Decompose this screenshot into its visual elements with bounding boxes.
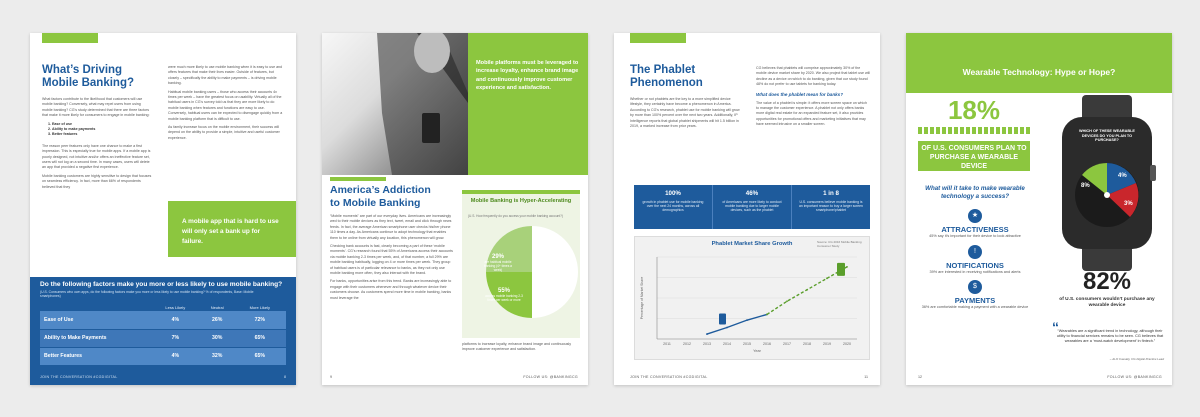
page-americas-addiction xyxy=(322,33,588,385)
x-tick-label: 2014 xyxy=(723,342,731,346)
footer-text: JOIN THE CONVERSATION #CGDIGITAL xyxy=(40,375,118,379)
stat-description: of Americans are more likely to conduct mobile banking due to larger mobile devices, such as the phablet xyxy=(722,200,782,213)
callout-box xyxy=(168,201,296,257)
x-tick-label: 2017 xyxy=(783,342,791,346)
paragraph: were much more likely to use mobile banking when it is easy to use and offers features that make their lives easier. Outside of features, but closely – specifically the ability to make payments – is driving mobile banking. xyxy=(168,65,283,86)
big-percent-label: OF U.S. CONSUMERS PLAN TO PURCHASE A WEARABLE DEVICE xyxy=(918,141,1030,171)
line-chart-box xyxy=(634,236,870,360)
quote-panel xyxy=(468,33,588,175)
stat-value: 1 in 8 xyxy=(823,190,839,197)
line-chart xyxy=(635,251,869,359)
feature-label: PAYMENTS xyxy=(954,296,996,306)
big-percent-label: of U.S. consumers wouldn’t purchase any wearable device xyxy=(1059,297,1155,308)
callout-text: A mobile app that is hard to use will only set a bank up for failure. xyxy=(182,218,279,245)
feature-list xyxy=(920,209,1030,310)
paragraph: Checking bank accounts is fast, clearly becoming a part of these ‘mobile moments’. CG’s research found that 55% of Americans access their accounts via mobile banking 2-3 times per week, and, of that number, a full 29% are mobile banking habitually, logging on 4 or more times per week. They group of habitual users is of particular relevance to banks, as they not only use mobile banking more often, they also interact with the brand. xyxy=(330,244,453,276)
page-whats-driving xyxy=(30,33,296,385)
x-tick-label: 2020 xyxy=(843,342,851,346)
column-1: Whether or not phablets are the key to a more simplified device lifestyle, they certainly have become a phenomenon in America. According to CG’s research, phablet use for mobile banking will grow by more than 100% percent over the next two years. Additionally, IP Intelligence reports that global phablet shipments will hit 1.5 billion in 2019, a marked increase from prior years. xyxy=(630,97,740,129)
cell-less-likely: 4% xyxy=(150,347,201,365)
x-tick-label: 2019 xyxy=(823,342,831,346)
watch-center xyxy=(1104,192,1110,198)
chart-title: Phablet Market Share Growth xyxy=(711,241,793,247)
cell-more-likely: 65% xyxy=(234,329,286,347)
page-phablet-phenomenon xyxy=(614,33,880,385)
feature-description: 36% are comfortable making a payment with a wearable device xyxy=(921,305,1029,310)
x-tick-label: 2012 xyxy=(683,342,691,346)
stats-bar xyxy=(634,185,870,229)
cell-more-likely: 72% xyxy=(234,311,286,329)
photo-quote: Mobile platforms must be leveraged to increase loyalty, enhance brand image and continuously improve customer experience and satisfaction. xyxy=(476,60,579,92)
cell-neutral: 32% xyxy=(201,347,234,365)
x-tick-label: 2013 xyxy=(703,342,711,346)
accent-bar xyxy=(42,33,98,43)
paragraph: platforms to increase loyalty, enhance brand image and continuously improve customer experience and satisfaction. xyxy=(462,342,572,352)
phablet-icon xyxy=(837,263,845,276)
star-icon: ★ xyxy=(968,209,982,223)
data-point xyxy=(786,300,788,302)
data-point xyxy=(846,266,848,268)
footer-text: JOIN THE CONVERSATION #CGDIGITAL xyxy=(630,375,708,379)
column-2 xyxy=(168,65,284,144)
data-point xyxy=(826,277,828,279)
list-item: 3. Better features xyxy=(52,132,152,137)
paragraph: Mobile banking customers are highly sensitive to design that focuses on seamless efficiency. In fact, more than 66% of respondents believed that they xyxy=(42,173,152,189)
series-line-actual xyxy=(707,314,767,334)
table-row xyxy=(40,347,286,365)
paragraph: CG believes that phablets will comprise approximately 30% of the mobile device market share by 2020. We also project that tablet use will decline as a device on which to do banking, given that our study found 48% do not prefer to use tablets for banking today. xyxy=(756,66,870,87)
section-heading: What does the phablet mean for banks? xyxy=(756,91,844,97)
chart-accent-bar xyxy=(462,190,580,194)
accent-bar xyxy=(630,33,686,43)
man-with-phone-photo xyxy=(322,33,468,175)
watch-value: 4% xyxy=(1118,173,1127,179)
stat-block xyxy=(634,185,713,229)
footer-text: FOLLOW US: @BANKINGCG xyxy=(1107,375,1162,379)
table-row xyxy=(40,329,286,347)
smartwatch-graphic xyxy=(1052,95,1162,271)
data-point xyxy=(806,289,808,291)
x-tick-label: 2018 xyxy=(803,342,811,346)
watch-crown xyxy=(1150,165,1156,181)
column-2 xyxy=(756,66,870,128)
feature-description: 39% are interested in receiving notifications and alerts xyxy=(929,269,1021,274)
page-title: America’s Addiction to Mobile Banking xyxy=(330,184,431,209)
cell-more-likely: 65% xyxy=(234,347,286,365)
cell-neutral: 30% xyxy=(201,329,234,347)
paragraph: The value of a phablet is simple: it offers more screen space on which to manage the customer experience. A phablet not only offers banks more digital real estate for an expanded feature set, it also provides opportunities for promotional offers and marketing initiatives that may have seemed intrusive on a smaller screen. xyxy=(756,100,867,127)
slice-1-label: are habitual mobile banking (4+ times a week) xyxy=(484,260,512,272)
survey-table-section xyxy=(30,277,296,385)
watch-question: WHICH OF THESE WEARABLE DEVICES DO YOU PLAN TO PURCHASE? xyxy=(1079,129,1135,143)
page-number: 11 xyxy=(864,375,868,379)
page-number: 12 xyxy=(918,375,922,379)
table-subtitle: (U.S. Consumers who own apps, do the following factors make you more or less likely to use mobile banking? % of respondents, Base: Mobile smartphones) xyxy=(40,290,254,299)
paragraph: Habitual mobile banking users – those who access their accounts 4x times per week – have the greatest focus on usability. Virtually all of the habitual users in CG’s survey told us that they are more likely to do mobile banking when features and functions are easy to use. Conversely, habitual users can be expected to disengage quickly from a mobile banking platform that is difficult to use. xyxy=(168,89,283,121)
slice-2-label: access mobile banking 2-3 times per week or more xyxy=(485,294,523,302)
table-header: Neutral xyxy=(210,304,224,310)
paragraph: For banks, opportunities arise from this trend. Banks are increasingly able to engage with their customers whenever and through whatever device their customers choose. As customers spend more time in mobile banking, banks must leverage the xyxy=(330,279,452,300)
phone-icon xyxy=(719,314,726,325)
data-point xyxy=(726,327,728,329)
stat-description: U.S. consumers believe mobile banking is an important reason to buy a larger screen smartphone/phablet xyxy=(799,200,863,213)
data-point xyxy=(746,319,748,321)
paragraph: “Mobile moments” are part of our everyday lives. Americans are increasingly wed to their mobile devices as they text, tweet, email and click through news feeds. In fact, the average American smartphone user checks his/her phone 110 times a day. As Americans continue to adopt technology that enables them to be online from virtually any location, this phenomenon will grow. xyxy=(330,214,452,240)
feature-item xyxy=(920,245,1030,275)
photo-illustration xyxy=(322,33,468,175)
row-label: Ability to Make Payments xyxy=(40,329,150,347)
stat-value: 46% xyxy=(745,190,759,197)
slice-2-percent: 55% xyxy=(497,288,510,294)
table-header xyxy=(40,303,150,311)
table-header: Less Likely xyxy=(165,304,186,310)
factor-list xyxy=(42,122,152,138)
watch-value: 8% xyxy=(1081,183,1090,189)
table-header: More Likely xyxy=(249,304,271,310)
data-point xyxy=(706,333,708,335)
page-title: Wearable Technology: Hype or Hope? xyxy=(962,67,1116,77)
chart-subtitle: (U.S. How frequently do you access your mobile banking account?) xyxy=(468,214,563,218)
slice-1-percent: 29% xyxy=(491,254,504,260)
data-point xyxy=(766,314,768,316)
list-item: 1. Ease of use xyxy=(52,122,152,127)
paragraph: The reason peer features only have one chance to make a first impression. This is especially true for mobile apps. If a mobile app is poorly designed, not intuitive and/or offers an ineffective feature set, users will not log on a second time. In many cases, users will delete an app that provided a negative first experience. xyxy=(42,143,151,170)
cell-less-likely: 4% xyxy=(150,311,201,329)
feature-item xyxy=(920,209,1030,239)
table-row xyxy=(40,311,286,329)
x-tick-label: 2011 xyxy=(663,342,671,346)
stat-value: 100% xyxy=(665,190,681,197)
footer-text: FOLLOW US: @BANKINGCG xyxy=(523,375,578,379)
quote-attribution: – ALO Cassidy, CG Digital Practice Lead xyxy=(1109,357,1164,361)
dollar-icon: $ xyxy=(968,280,982,294)
feature-item xyxy=(920,280,1030,310)
stat-block xyxy=(792,185,870,229)
row-label: Better Features xyxy=(40,347,150,365)
stat-description: growth in phablet use for mobile banking over the next 24 months, across all demographics xyxy=(642,200,704,213)
feature-label: NOTIFICATIONS xyxy=(946,260,1004,270)
column-1 xyxy=(42,97,152,193)
row-label: Ease of Use xyxy=(40,311,150,329)
pie-chart xyxy=(462,220,580,340)
table-question: Do the following factors make you more or less likely to use mobile banking? xyxy=(40,281,283,288)
big-percent: 82% xyxy=(1082,268,1132,295)
cell-less-likely: 7% xyxy=(150,329,201,347)
pie-chart-box xyxy=(462,190,580,338)
watch-value: 3% xyxy=(1124,201,1133,207)
x-axis-label: Year xyxy=(753,349,761,353)
bell-icon: ! xyxy=(968,245,982,259)
page-wearable-tech xyxy=(906,33,1172,385)
accent-bar xyxy=(330,177,386,181)
stat-block xyxy=(713,185,792,229)
feature-label: ATTRACTIVENESS xyxy=(941,225,1009,234)
x-tick-label: 2016 xyxy=(763,342,771,346)
x-tick-label: 2015 xyxy=(743,342,751,346)
page-number: 9 xyxy=(330,375,332,379)
big-percent: 18% xyxy=(947,95,1001,125)
chart-title: Mobile Banking is Hyper-Accelerating xyxy=(470,198,572,204)
chart-source: Source: CG 2016 Mobile Banking Consumer Study xyxy=(817,240,862,248)
cell-neutral: 26% xyxy=(201,311,234,329)
paragraph: As family increase focus on the mobile environment, their success will depend on the ability to provide a simple, intuitive and useful customer experience. xyxy=(168,125,280,140)
paragraph: What factors contribute to the likelihood that customers will use mobile banking? Conversely, what may repel users from using mobile banking? CG’s study determined that there are three factors that make it more likely for consumers to engage in mobile banking: xyxy=(42,97,150,118)
page-title: What’s Driving Mobile Banking? xyxy=(42,64,134,89)
pull-quote: “Wearables are a significant trend in technology, although their utility to financial services remains to be seen. CG believes that wearables are a ‘must-watch development’ in fintech.” xyxy=(1056,329,1164,343)
body-column xyxy=(330,214,454,304)
list-item: 2. Ability to make payments xyxy=(52,127,152,132)
green-header xyxy=(906,33,1172,93)
y-axis-label: Percentage of Market Share xyxy=(640,276,644,320)
page-number: 8 xyxy=(284,375,286,379)
feature-description: 45% say it’s important for their device to look attractive xyxy=(929,234,1021,238)
quote-mark-icon: “ xyxy=(1052,319,1059,335)
page-title: The Phablet Phenomenon xyxy=(630,64,703,89)
survey-table xyxy=(40,303,286,366)
question-heading: What will it take to make wearable technology a success? xyxy=(925,185,1025,200)
